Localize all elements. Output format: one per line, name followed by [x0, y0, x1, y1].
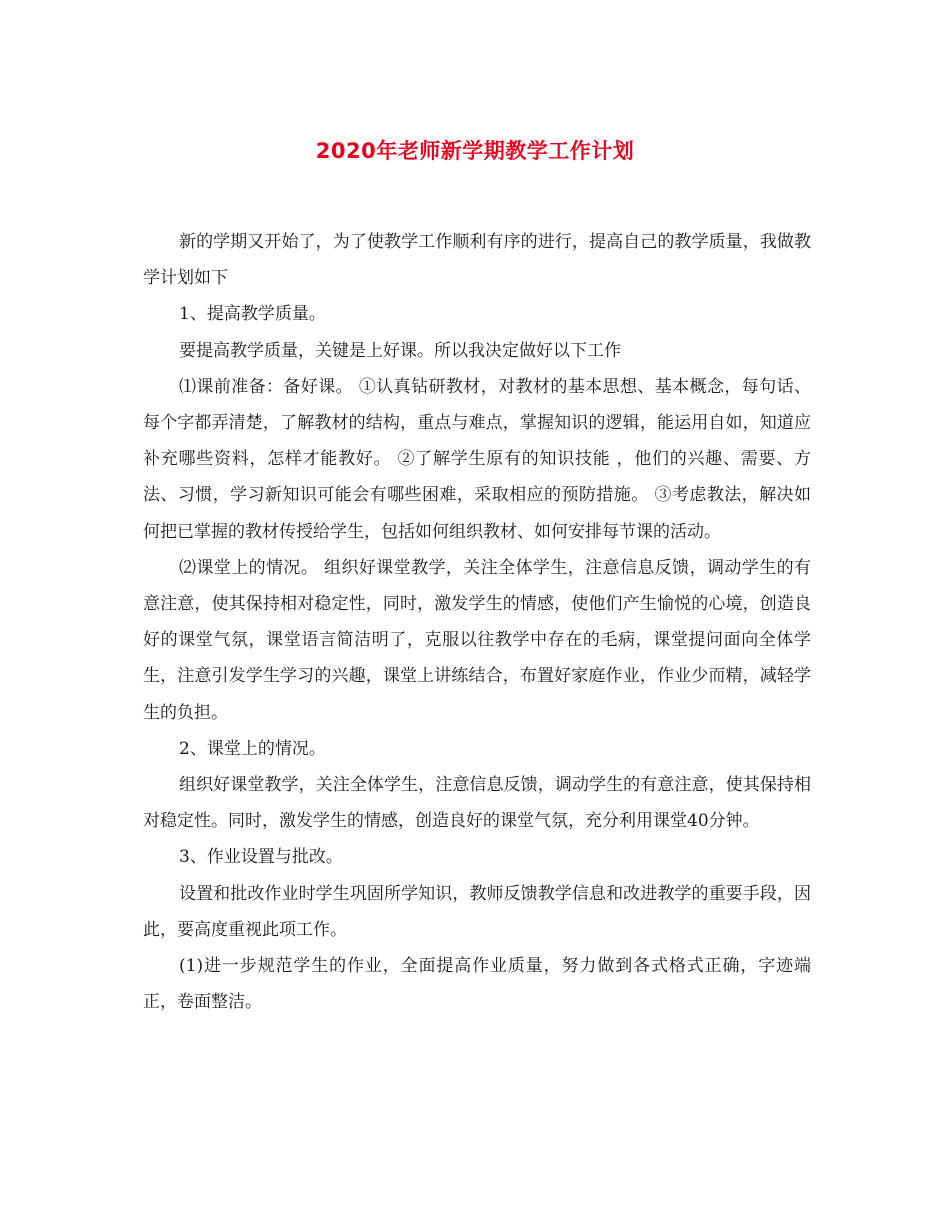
section-heading-3: 3、作业设置与批改。 [179, 847, 343, 868]
paragraph-section-3: 设置和批改作业时学生巩固所学知识，教师反馈教学信息和改进教学的重要手段，因此，要高度重视此项工作。 [143, 883, 811, 940]
section-heading-1: 1、提高教学质量。 [179, 304, 326, 325]
document-title: 2020年老师新学期教学工作计划 [315, 139, 635, 163]
paragraph-section-2: 组织好课堂教学，关注全体学生，注意信息反馈，调动学生的有意注意，使其保持相对稳定性。同时，激发学生的情感，创造良好的课堂气氛，充分利用课堂40分钟。 [143, 775, 811, 832]
paragraph-intro: 新的学期又开始了，为了使教学工作顺利有序的进行，提高自己的教学质量，我做教学计划如下 [143, 232, 811, 289]
section-heading-2: 2、课堂上的情况。 [179, 738, 326, 759]
paragraph-homework-standard: (1)进一步规范学生的作业，全面提高作业质量，努力做到各式格式正确，字迹端正，卷面整洁。 [143, 956, 811, 1013]
paragraph-section-1-intro: 要提高教学质量，关键是上好课。所以我决定做好以下工作 [179, 340, 621, 361]
document-body [143, 224, 811, 1020]
paragraph-lesson-preparation: ⑴课前准备：备好课。 ①认真钻研教材，对教材的基本思想、基本概念，每句话、每个字都弄清楚，了解教材的结构，重点与难点，掌握知识的逻辑，能运用自如，知道应补充哪些资料，怎样才能教好。 ②了解学生原有的知识技能 ，他们的兴趣、需要、方法、习惯，学习新知识可能会有哪些困难，采取相应的预防措施。 ③考虑教法，解决如何把已掌握的教材传授给学生，包括如何组织教材、如何安排每节课的活动。 [143, 376, 811, 542]
paragraph-classroom-situation: ⑵课堂上的情况。 组织好课堂教学，关注全体学生，注意信息反馈，调动学生的有意注意，使其保持相对稳定性，同时，激发学生的情感，使他们产生愉悦的心境，创造良好的课堂气氛，课堂语言简洁明了，克服以往教学中存在的毛病，课堂提问面向全体学生，注意引发学生学习的兴趣，课堂上讲练结合，布置好家庭作业，作业少而精，减轻学生的负担。 [143, 557, 811, 723]
